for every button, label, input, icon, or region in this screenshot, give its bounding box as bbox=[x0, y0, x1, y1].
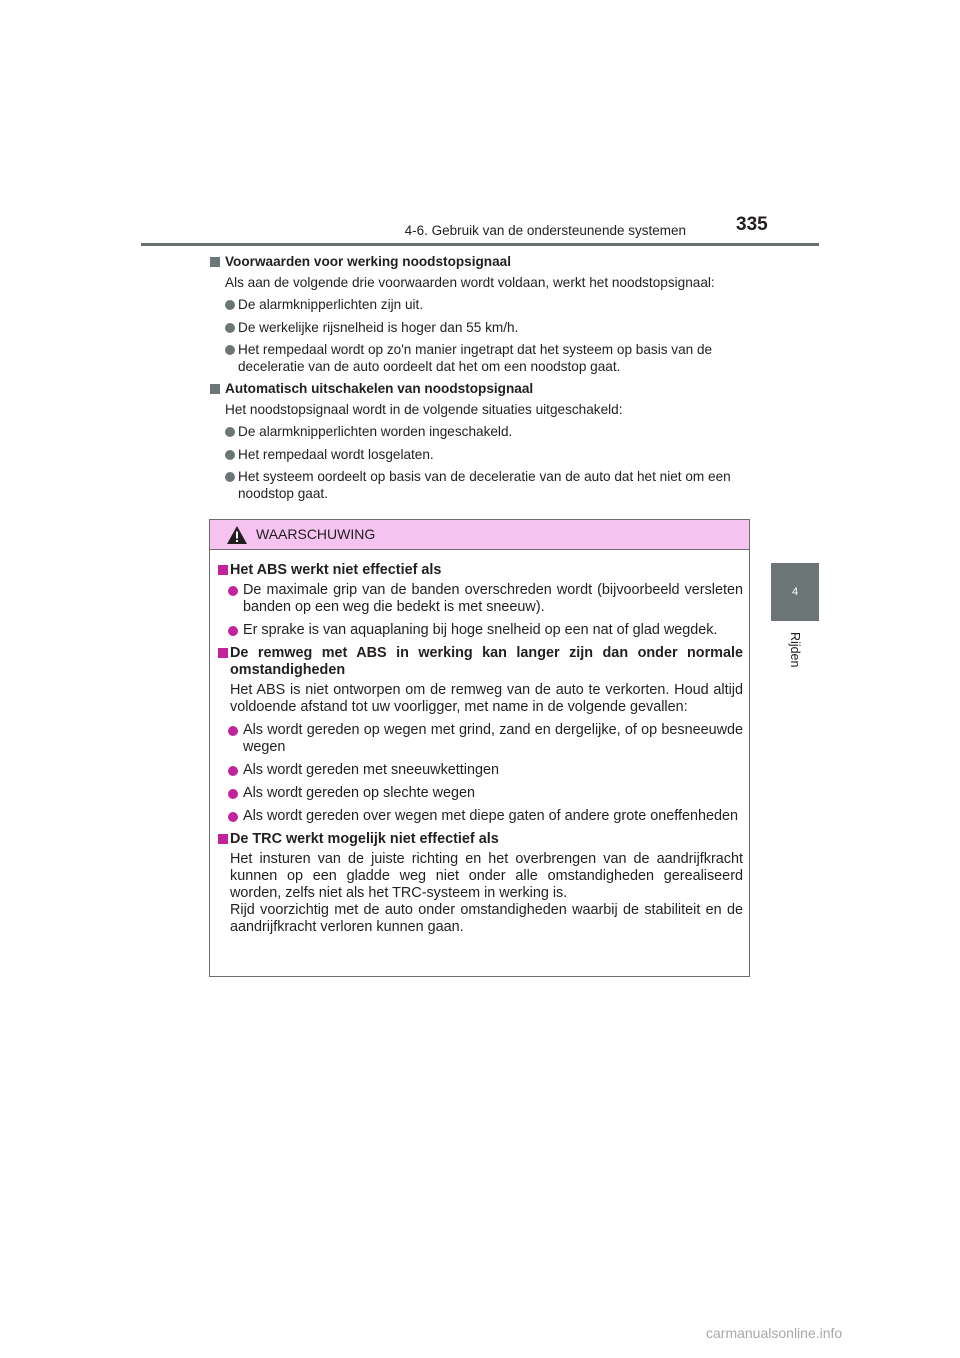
section-header: 4-6. Gebruik van de ondersteunende systemen bbox=[404, 223, 686, 238]
chapter-number: 4 bbox=[791, 586, 799, 598]
round-bullet-icon bbox=[225, 450, 235, 460]
list-item: Als wordt gereden op slechte wegen bbox=[218, 785, 743, 802]
watermark: carmanualsonline.info bbox=[706, 1325, 843, 1341]
list-item: De maximale grip van de banden overschreden wordt (bijvoorbeeld versleten banden op een weg die bedekt is met sneeuw). bbox=[218, 582, 743, 616]
list-item: Als wordt gereden met sneeuwkettingen bbox=[218, 762, 743, 779]
square-bullet-icon bbox=[218, 648, 228, 658]
list-item: Het rempedaal wordt op zo'n manier ingetrapt dat het systeem op basis van de deceleratie van de auto oordeelt dat het om een noodstop gaat. bbox=[210, 342, 750, 375]
chapter-tab bbox=[771, 563, 819, 621]
warning-section-heading: Het ABS werkt niet effectief als bbox=[218, 562, 743, 579]
list-item: De alarmknipperlichten zijn uit. bbox=[210, 297, 750, 314]
warning-paragraph: Het insturen van de juiste richting en het overbrengen van de aandrijfkracht kunnen op een gladde weg niet onder alle omstandigheden gerealiseerd worden, zelfs niet als het TRC-systeem in werking is. bbox=[230, 851, 743, 901]
warning-section-heading: De TRC werkt mogelijk niet effectief als bbox=[218, 831, 743, 848]
warning-paragraph: Rijd voorzichtig met de auto onder omstandigheden waarbij de stabiliteit en de aandrijfkracht verloren kunnen gaan. bbox=[230, 902, 743, 935]
section-heading: Automatisch uitschakelen van noodstopsignaal bbox=[210, 381, 750, 398]
list-item: Het systeem oordeelt op basis van de deceleratie van de auto dat het niet om een noodstop gaat. bbox=[210, 469, 750, 502]
section-intro: Het noodstopsignaal wordt in de volgende situaties uitgeschakeld: bbox=[225, 401, 623, 417]
warning-header bbox=[210, 520, 749, 550]
list-item: Er sprake is van aquaplaning bij hoge snelheid op een nat of glad wegdek. bbox=[218, 622, 743, 639]
round-bullet-icon bbox=[228, 626, 238, 636]
warning-box bbox=[209, 519, 750, 977]
round-bullet-icon bbox=[225, 300, 235, 310]
round-bullet-icon bbox=[228, 812, 238, 822]
round-bullet-icon bbox=[225, 472, 235, 482]
warning-section-intro: Het ABS is niet ontworpen om de remweg van de auto te verkorten. Houd altijd voldoende afstand tot uw voorligger, met name in de volgende gevallen: bbox=[230, 682, 743, 715]
round-bullet-icon bbox=[228, 789, 238, 799]
list-item: Het rempedaal wordt losgelaten. bbox=[210, 447, 750, 464]
section-intro: Als aan de volgende drie voorwaarden wordt voldaan, werkt het noodstopsignaal: bbox=[225, 274, 715, 290]
main-content bbox=[210, 254, 750, 508]
round-bullet-icon bbox=[225, 427, 235, 437]
warning-title: WAARSCHUWING bbox=[256, 526, 376, 542]
chapter-label: Rijden bbox=[788, 632, 802, 668]
square-bullet-icon bbox=[218, 834, 228, 844]
round-bullet-icon bbox=[228, 766, 238, 776]
round-bullet-icon bbox=[225, 323, 235, 333]
square-bullet-icon bbox=[210, 384, 220, 394]
warning-section-heading: De remweg met ABS in werking kan langer zijn dan onder normale omstandigheden bbox=[218, 645, 743, 679]
round-bullet-icon bbox=[225, 345, 235, 355]
warning-triangle-icon bbox=[226, 525, 248, 545]
square-bullet-icon bbox=[210, 257, 220, 267]
page-number: 335 bbox=[736, 214, 768, 235]
section-heading: Voorwaarden voor werking noodstopsignaal bbox=[210, 254, 750, 271]
list-item: Als wordt gereden over wegen met diepe gaten of andere grote oneffenheden bbox=[218, 808, 743, 825]
square-bullet-icon bbox=[218, 565, 228, 575]
round-bullet-icon bbox=[228, 726, 238, 736]
warning-body bbox=[210, 550, 749, 936]
header-divider bbox=[141, 243, 819, 246]
round-bullet-icon bbox=[228, 586, 238, 596]
list-item: De werkelijke rijsnelheid is hoger dan 55 km/h. bbox=[210, 320, 750, 337]
list-item: De alarmknipperlichten worden ingeschakeld. bbox=[210, 424, 750, 441]
list-item: Als wordt gereden op wegen met grind, zand en dergelijke, of op besneeuwde wegen bbox=[218, 722, 743, 756]
